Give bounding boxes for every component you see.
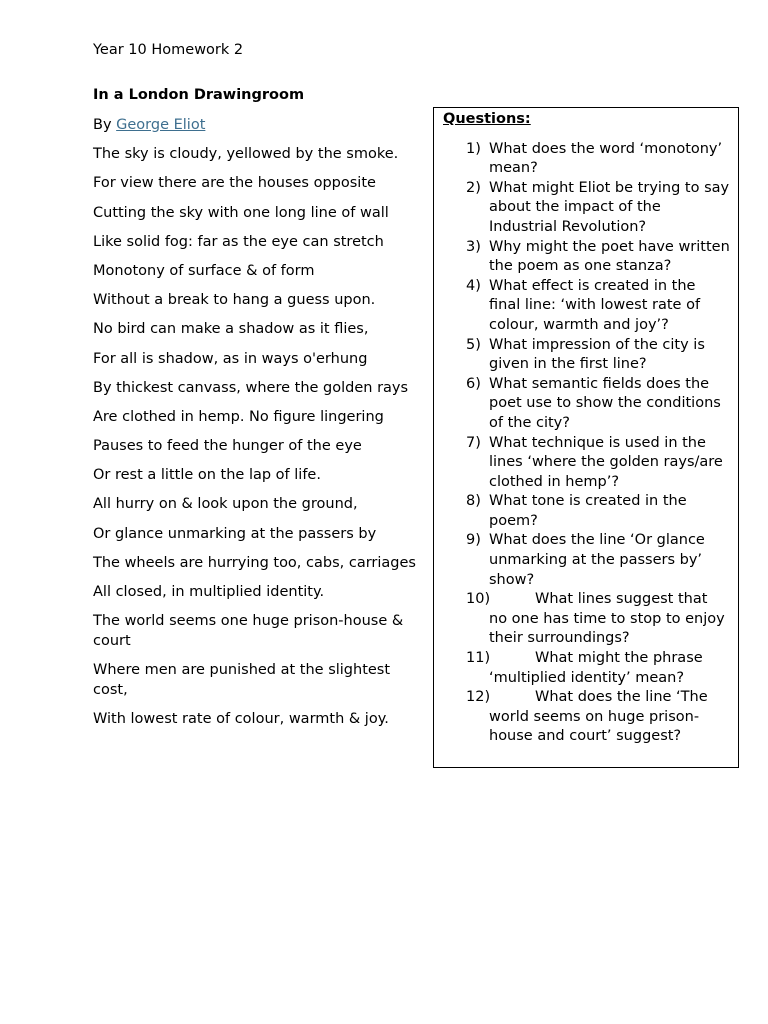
questions-box: [433, 107, 739, 768]
poem-line: All hurry on & look upon the ground,: [93, 496, 358, 513]
question-text: What does the word ‘monotony’ mean?: [489, 140, 723, 177]
question-number: 4): [466, 277, 481, 294]
poem-line: Cutting the sky with one long line of wall: [93, 204, 389, 221]
question-item: [443, 238, 730, 277]
question-number: 10): [466, 591, 491, 608]
question-number: 7): [466, 434, 481, 451]
poem-line: For all is shadow, as in ways o'erhung: [93, 350, 368, 367]
question-item: [443, 179, 730, 238]
poem-line: For view there are the houses opposite: [93, 175, 376, 192]
poem-line: Monotony of surface & of form: [93, 262, 315, 279]
poem-lines: [93, 145, 428, 729]
poem-line: The sky is cloudy, yellowed by the smoke.: [93, 146, 399, 163]
poem-line: By thickest canvass, where the golden rays: [93, 379, 409, 396]
question-item: [443, 590, 730, 649]
poem-line: All closed, in multiplied identity.: [93, 584, 325, 600]
question-item: [443, 140, 730, 179]
question-item: [443, 277, 730, 336]
question-item: [443, 375, 730, 434]
poem-title: In a London Drawingroom: [93, 87, 305, 103]
poem-line: Are clothed in hemp. No figure lingering: [93, 408, 384, 425]
question-number: 11): [466, 650, 491, 667]
question-number: 5): [466, 336, 481, 353]
document-header: Year 10 Homework 2: [93, 42, 244, 58]
byline-prefix: By: [93, 116, 112, 133]
question-text: What might the phrase ‘multiplied identity’ mean?: [489, 650, 703, 686]
question-text: What effect is created in the final line: ‘with lowest rate of colour, warmth and joy’?: [489, 277, 701, 333]
poem-byline: [93, 116, 428, 136]
question-number: 6): [466, 375, 481, 392]
poem-line: Or glance unmarking at the passers by: [93, 525, 377, 542]
poem-line: The world seems one huge prison-house & court: [93, 613, 404, 649]
question-number: 1): [466, 140, 481, 157]
question-item: [443, 336, 730, 375]
poem-line: Or rest a little on the lap of life.: [93, 467, 321, 484]
poem-column: [93, 86, 428, 739]
poem-line: With lowest rate of colour, warmth & joy.: [93, 710, 389, 727]
poem-line: The wheels are hurrying too, cabs, carriages: [93, 554, 416, 571]
question-number: 12): [466, 689, 491, 706]
question-number: 3): [466, 238, 481, 255]
poem-line: No bird can make a shadow as it flies,: [93, 321, 369, 338]
question-number: 2): [466, 179, 481, 196]
question-number: 9): [466, 532, 481, 549]
poem-line: Where men are punished at the slightest cost,: [93, 661, 391, 698]
question-text: What technique is used in the lines ‘where the golden rays/are clothed in hemp’?: [489, 434, 723, 490]
poem-line: Like solid fog: far as the eye can stretch: [93, 233, 384, 250]
question-item: [443, 531, 730, 590]
question-text: What impression of the city is given in the first line?: [489, 336, 705, 373]
question-text: What does the line ‘The world seems on huge prison-house and court’ suggest?: [489, 689, 708, 745]
question-text: What semantic fields does the poet use to show the conditions of the city?: [489, 375, 721, 431]
question-text: What might Eliot be trying to say about the impact of the Industrial Revolution?: [489, 179, 730, 235]
question-item: [443, 649, 730, 688]
question-item: [443, 492, 730, 531]
author-link[interactable]: George Eliot: [116, 116, 206, 133]
question-text: What does the line ‘Or glance unmarking at the passers by’ show?: [489, 532, 705, 588]
poem-line: Pauses to feed the hunger of the eye: [93, 438, 362, 455]
question-text: Why might the poet have written the poem as one stanza?: [489, 238, 730, 275]
poem-line: Without a break to hang a guess upon.: [93, 292, 376, 309]
question-item: [443, 434, 730, 493]
question-text: What lines suggest that no one has time to stop to enjoy their surroundings?: [489, 591, 725, 647]
questions-heading: Questions:: [443, 111, 531, 127]
question-item: [443, 688, 730, 747]
questions-list: [443, 140, 730, 747]
question-number: 8): [466, 493, 481, 510]
question-text: What tone is created in the poem?: [489, 493, 687, 529]
